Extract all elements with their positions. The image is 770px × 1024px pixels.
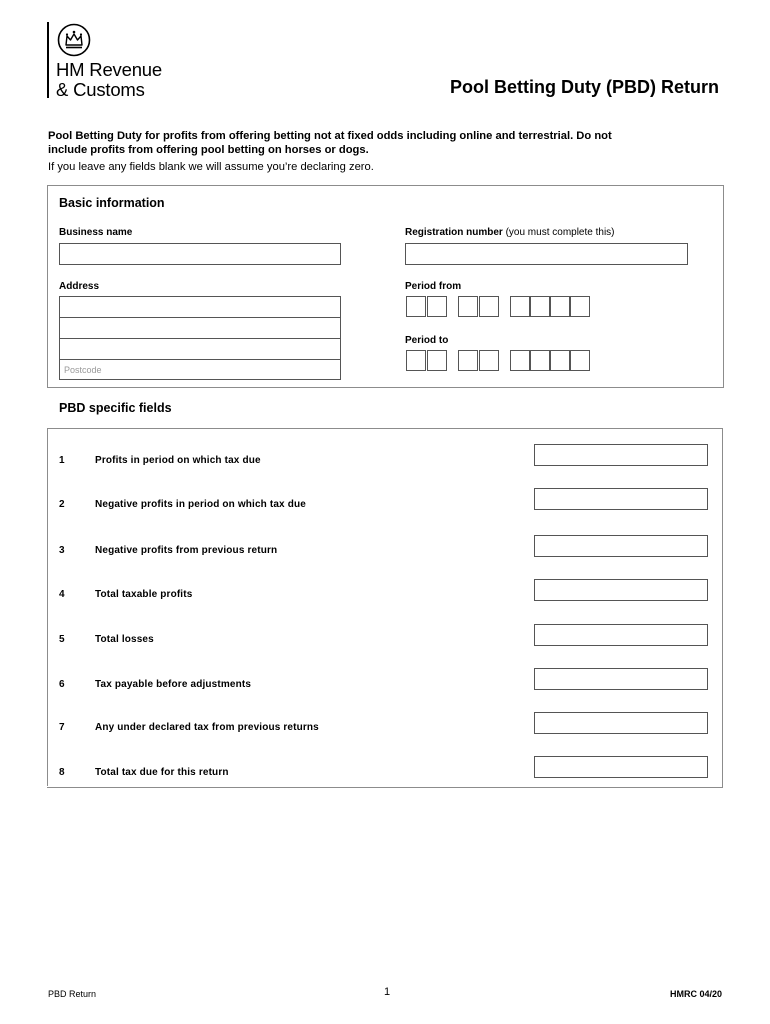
period-from-year-digit-3[interactable] (550, 296, 570, 317)
period-from-day-digit-1[interactable] (406, 296, 426, 317)
logo-rule (47, 22, 49, 98)
row-1-number: 1 (59, 455, 65, 466)
period-from-month-digit-2[interactable] (479, 296, 499, 317)
row-3-label: Negative profits from previous return (95, 545, 278, 556)
pbd-number-column (47, 428, 85, 786)
row-2-negative-profits-field[interactable] (534, 488, 708, 510)
intro-line-1: Pool Betting Duty for profits from offering betting not at fixed odds including online and terrestrial. Do not (48, 130, 612, 142)
row-5-total-losses-field[interactable] (534, 624, 708, 646)
row-2-number: 2 (59, 499, 65, 510)
row-8-label: Total tax due for this return (95, 767, 229, 778)
intro-text (48, 129, 728, 174)
row-7-label: Any under declared tax from previous returns (95, 722, 319, 733)
period-from-year-digit-4[interactable] (570, 296, 590, 317)
row-3-number: 3 (59, 545, 65, 556)
org-name-line1: HM Revenue (56, 59, 162, 80)
row-3-previous-negative-field[interactable] (534, 535, 708, 557)
row-7-under-declared-field[interactable] (534, 712, 708, 734)
row-1-label: Profits in period on which tax due (95, 455, 261, 466)
registration-number-label (405, 227, 615, 238)
org-name-line2: & Customs (56, 79, 145, 100)
organisation-name (56, 60, 162, 100)
registration-number-hint: (you must complete this) (505, 227, 615, 238)
address-line-2-field[interactable] (59, 317, 341, 338)
row-5-label: Total losses (95, 634, 154, 645)
registration-number-label-text: Registration number (405, 227, 503, 238)
footer-page-number: 1 (384, 986, 391, 998)
address-fields (59, 296, 341, 380)
row-8-number: 8 (59, 767, 65, 778)
period-to-year-digit-4[interactable] (570, 350, 590, 371)
row-6-label: Tax payable before adjustments (95, 679, 252, 690)
period-from-day-digit-2[interactable] (427, 296, 447, 317)
basic-information-heading: Basic information (59, 196, 165, 210)
period-to-day-digit-2[interactable] (427, 350, 447, 371)
row-6-number: 6 (59, 679, 65, 690)
footer-form-code: HMRC 04/20 (669, 989, 722, 999)
address-line-3-field[interactable] (59, 338, 341, 359)
business-name-label: Business name (59, 227, 133, 238)
business-name-field[interactable] (59, 243, 341, 265)
period-to-day-digit-1[interactable] (406, 350, 426, 371)
registration-number-field[interactable] (405, 243, 688, 265)
address-line-1-field[interactable] (59, 296, 341, 317)
period-to-year-digit-3[interactable] (550, 350, 570, 371)
row-7-number: 7 (59, 722, 65, 733)
intro-line-2: include profits from offering pool betting on horses or dogs. (48, 144, 369, 156)
row-4-label: Total taxable profits (95, 589, 193, 600)
page-title: Pool Betting Duty (PBD) Return (450, 77, 719, 97)
postcode-field[interactable] (59, 359, 341, 380)
period-from-year-digit-1[interactable] (510, 296, 530, 317)
period-to-year-digit-1[interactable] (510, 350, 530, 371)
pbd-fields-table (47, 428, 723, 788)
row-5-number: 5 (59, 634, 65, 645)
period-from-label: Period from (405, 281, 462, 292)
intro-note: If you leave any fields blank we will assume you’re declaring zero. (48, 161, 374, 173)
pbd-specific-heading: PBD specific fields (59, 401, 172, 415)
period-to-label: Period to (405, 335, 449, 346)
row-6-tax-payable-field[interactable] (534, 668, 708, 690)
footer-form-name: PBD Return (48, 989, 97, 999)
row-2-label: Negative profits in period on which tax due (95, 499, 306, 510)
period-to-month-digit-2[interactable] (479, 350, 499, 371)
royal-crest-icon (57, 23, 91, 57)
row-1-profits-field[interactable] (534, 444, 708, 466)
period-to-month-digit-1[interactable] (458, 350, 478, 371)
period-from-year-digit-2[interactable] (530, 296, 550, 317)
row-8-total-tax-due-field[interactable] (534, 756, 708, 778)
row-4-number: 4 (59, 589, 65, 600)
period-to-year-digit-2[interactable] (530, 350, 550, 371)
postcode-placeholder: Postcode (64, 365, 102, 375)
row-4-taxable-profits-field[interactable] (534, 579, 708, 601)
address-label: Address (59, 281, 100, 292)
period-from-month-digit-1[interactable] (458, 296, 478, 317)
